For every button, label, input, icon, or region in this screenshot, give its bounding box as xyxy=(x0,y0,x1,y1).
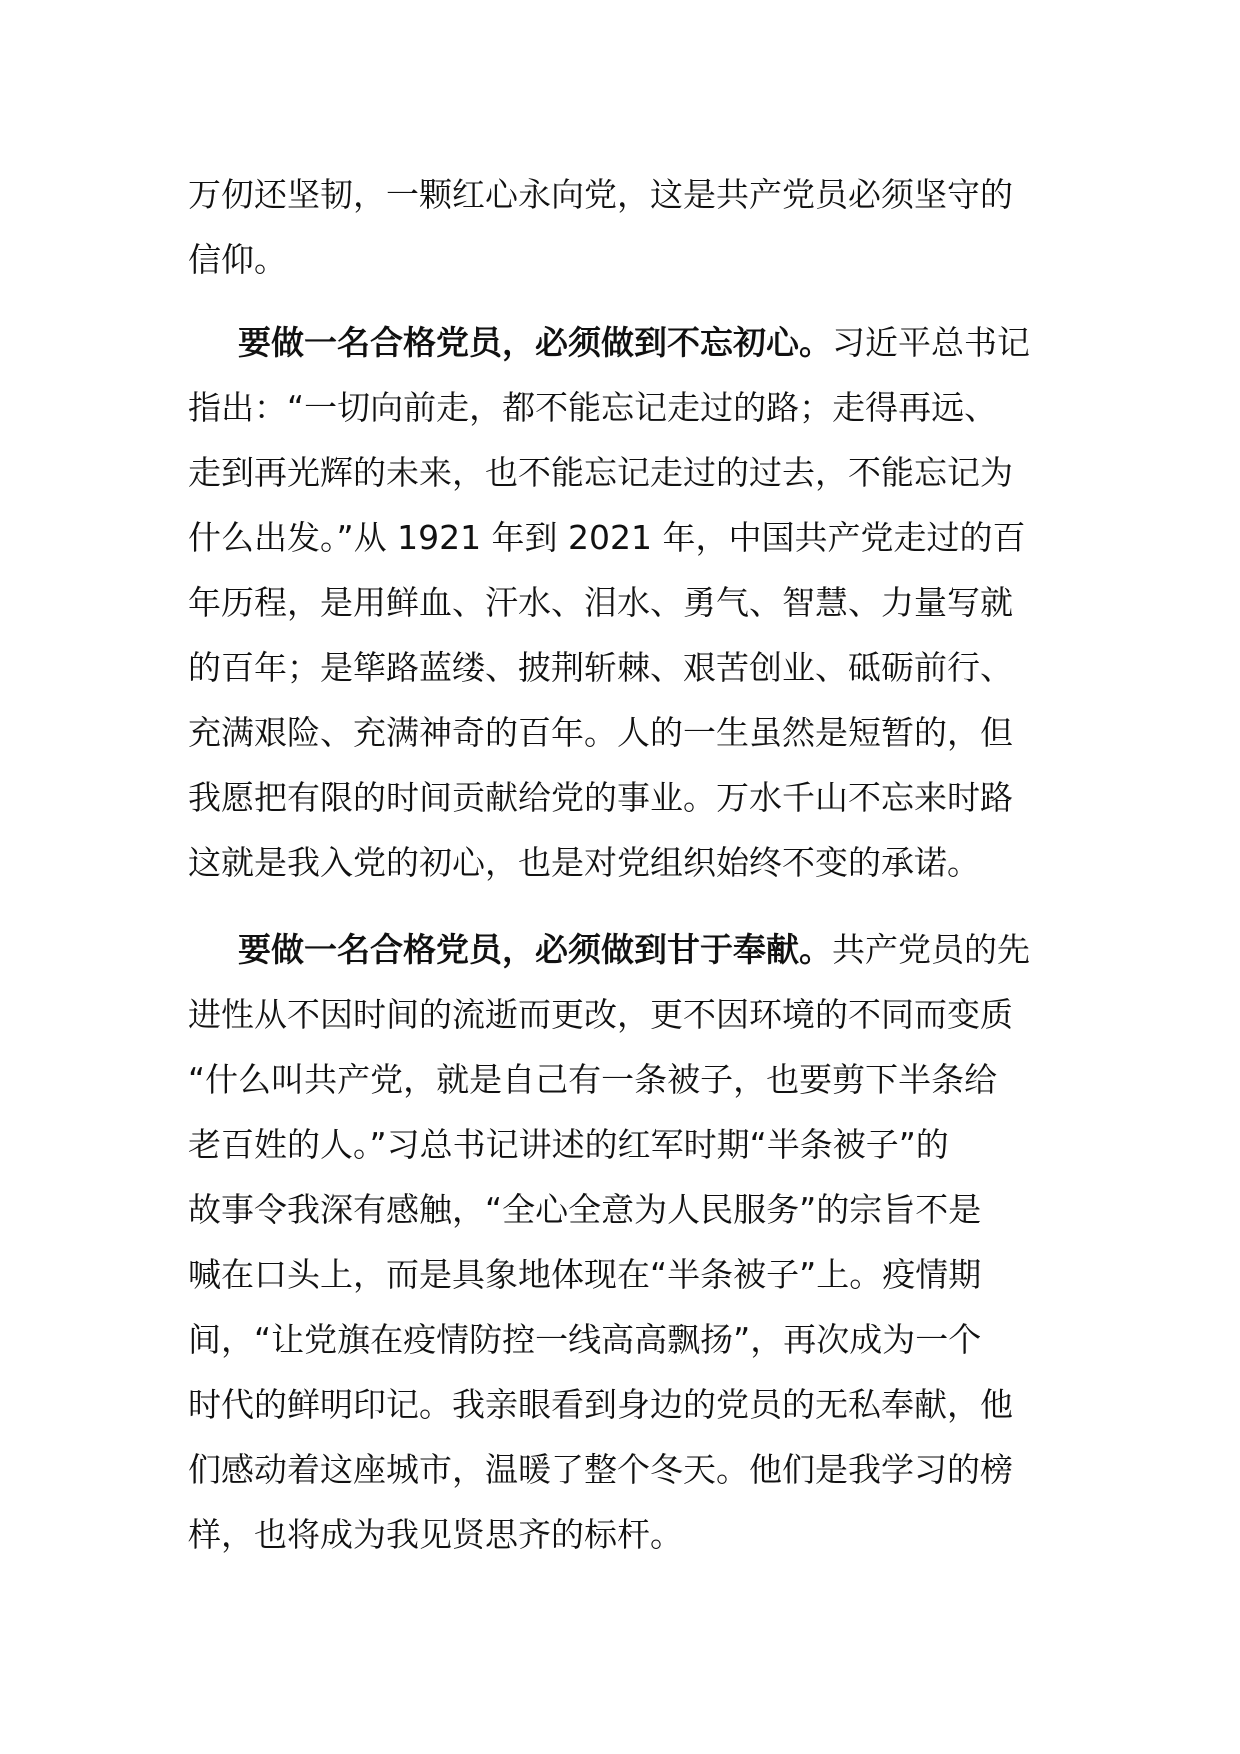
text-line xyxy=(188,310,1054,375)
text-line: 充满艰险、充满神奇的百年。人的一生虽然是短暂的，但 xyxy=(188,713,1013,752)
text-line: 指出：“一切向前走，都不能忘记走过的路；走得再远、 xyxy=(188,388,998,427)
text-line: 走到再光辉的未来，也不能忘记走过的过去，不能忘记为 xyxy=(188,453,1013,492)
paragraph-lead-bold: 要做一名合格党员，必须做到不忘初心。 xyxy=(238,323,832,362)
text-run: 共产党员的先 xyxy=(832,930,1030,969)
text-line: 进性从不因时间的流逝而更改，更不因环境的不同而变质 xyxy=(188,995,1013,1034)
text-line: 我愿把有限的时间贡献给党的事业。万水千山不忘来时路 xyxy=(188,778,1013,817)
text-line: 年历程，是用鲜血、汗水、泪水、勇气、智慧、力量写就 xyxy=(188,583,1013,622)
text-line: “什么叫共产党，就是自己有一条被子，也要剪下半条给 xyxy=(188,1060,998,1099)
text-line: 信仰。 xyxy=(188,240,287,279)
paragraph-never-forget-original-aspiration xyxy=(188,310,1054,895)
text-line: 老百姓的人。”习总书记讲述的红军时期“半条被子”的 xyxy=(188,1125,949,1164)
text-run: 习近平总书记 xyxy=(832,323,1030,362)
paragraph-continuation xyxy=(188,162,1054,292)
text-line: 喊在口头上，而是具象地体现在“半条被子”上。疫情期 xyxy=(188,1255,982,1294)
text-line: 什么出发。”从 1921 年到 2021 年，中国共产党走过的百 xyxy=(188,518,1026,557)
text-line: 们感动着这座城市，温暖了整个冬天。他们是我学习的榜 xyxy=(188,1450,1013,1489)
text-line: 间，“让党旗在疫情防控一线高高飘扬”，再次成为一个 xyxy=(188,1320,982,1359)
text-line: 故事令我深有感触，“全心全意为人民服务”的宗旨不是 xyxy=(188,1190,982,1229)
paragraph-willing-to-dedicate xyxy=(188,917,1054,1567)
text-line: 万仞还坚韧，一颗红心永向党，这是共产党员必须坚守的 xyxy=(188,175,1013,214)
text-line: 样，也将成为我见贤思齐的标杆。 xyxy=(188,1515,683,1554)
text-line: 这就是我入党的初心，也是对党组织始终不变的承诺。 xyxy=(188,843,980,882)
text-line: 时代的鲜明印记。我亲眼看到身边的党员的无私奉献，他 xyxy=(188,1385,1013,1424)
paragraph-lead-bold: 要做一名合格党员，必须做到甘于奉献。 xyxy=(238,930,832,969)
text-line: 的百年；是筚路蓝缕、披荆斩棘、艰苦创业、砥砺前行、 xyxy=(188,648,1013,687)
text-line xyxy=(188,917,1054,982)
